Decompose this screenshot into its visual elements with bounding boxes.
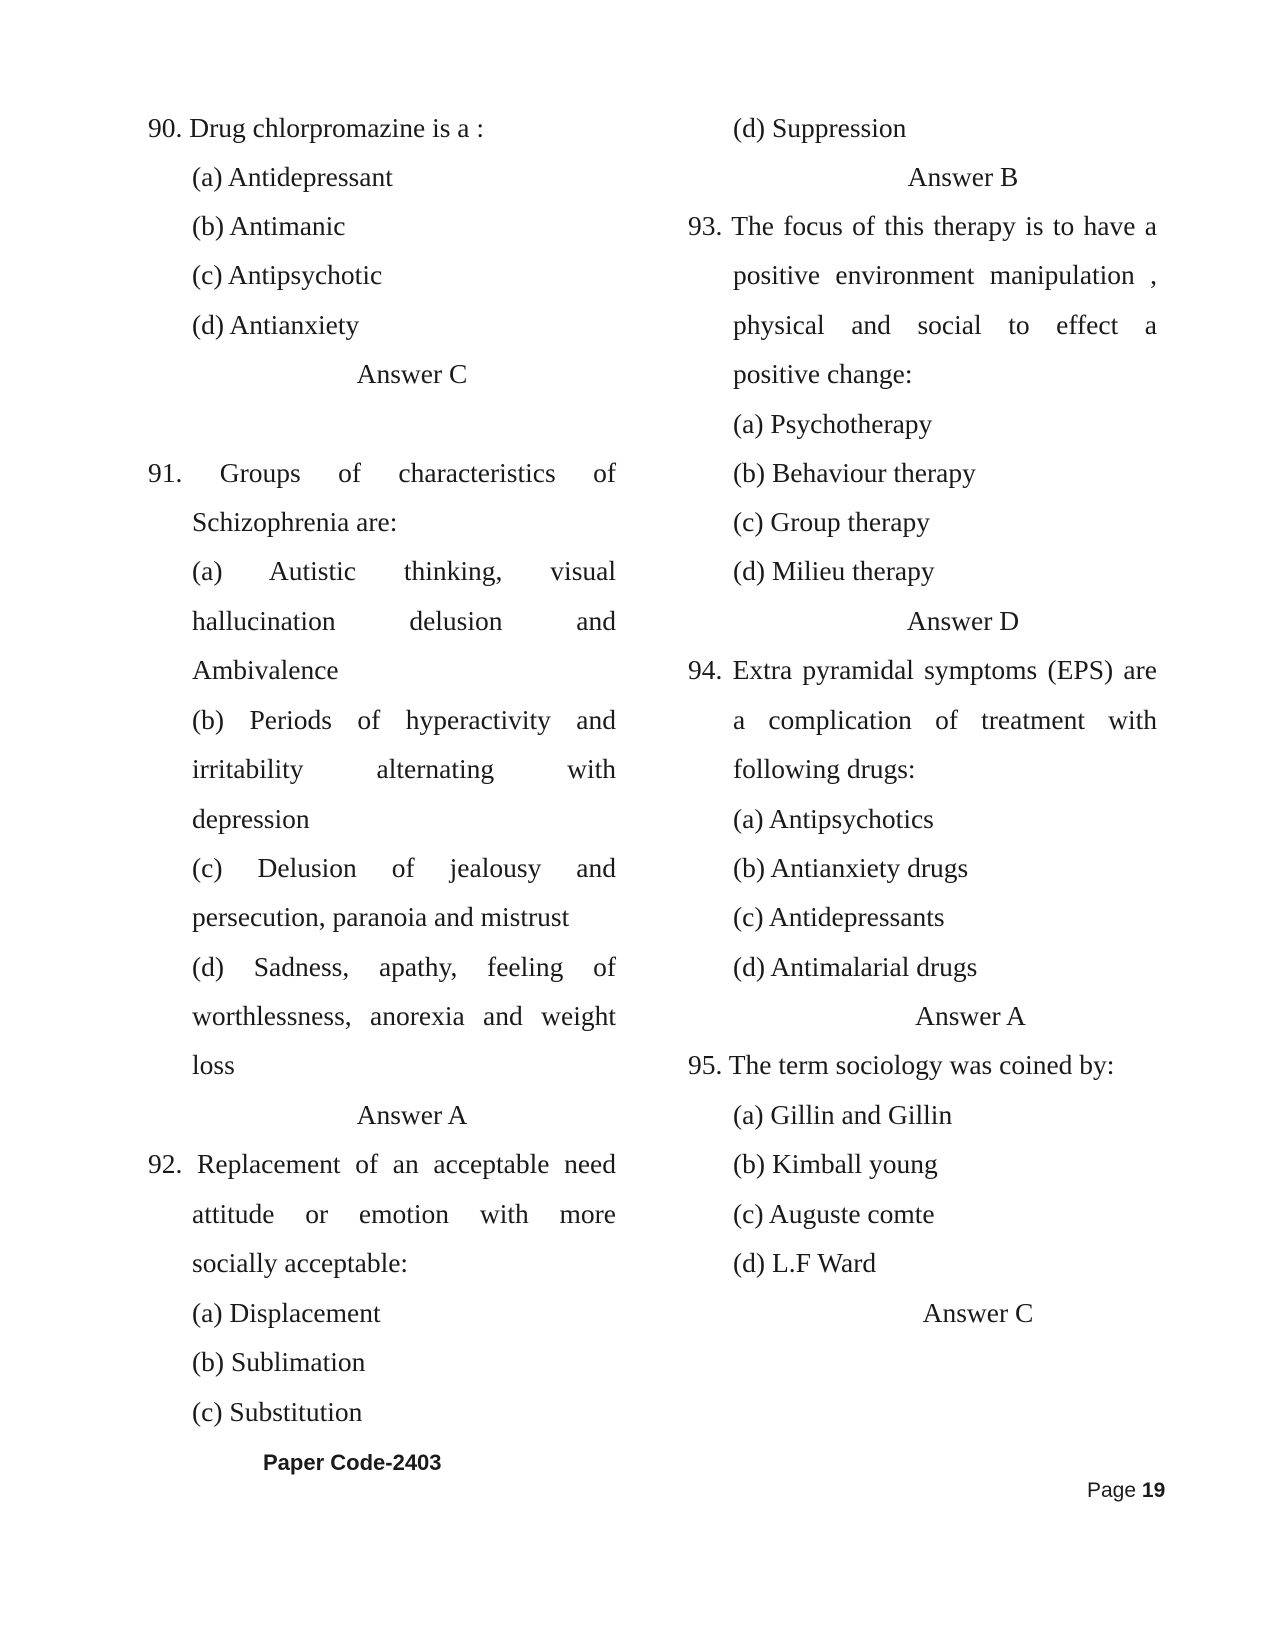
question-94-option-c: (c) Antidepressants xyxy=(733,901,945,932)
question-93-option-d: (d) Milieu therapy xyxy=(733,555,935,586)
question-95-answer: Answer C xyxy=(922,1297,1034,1328)
question-91-option-d-line-1: (d) Sadness, apathy, feeling of xyxy=(192,951,616,982)
question-90-option-d: (d) Antianxiety xyxy=(192,309,360,340)
question-92-stem-line-2: attitude or emotion with more xyxy=(192,1198,616,1229)
page-number-footer xyxy=(1087,1477,1165,1505)
question-90-stem: 90. Drug chlorpromazine is a : xyxy=(148,112,485,143)
question-91-option-c-line-2: persecution, paranoia and mistrust xyxy=(192,901,570,932)
question-91-option-a-line-3: Ambivalence xyxy=(192,654,339,685)
question-92-stem-line-1: 92. Replacement of an acceptable need xyxy=(148,1148,616,1179)
question-94-answer: Answer A xyxy=(915,1000,1026,1031)
question-92-option-c: (c) Substitution xyxy=(192,1396,363,1427)
paper-code: Paper Code-2403 xyxy=(263,1450,442,1475)
question-90-answer: Answer C xyxy=(356,358,468,389)
page-number: 19 xyxy=(1141,1479,1166,1502)
question-93-option-c: (c) Group therapy xyxy=(733,506,930,537)
question-93-answer: Answer D xyxy=(906,605,1020,636)
question-91-option-a-line-2: hallucination delusion and xyxy=(192,605,616,636)
question-92-stem-line-3: socially acceptable: xyxy=(192,1247,409,1278)
question-92-answer: Answer B xyxy=(907,161,1019,192)
question-94-option-a: (a) Antipsychotics xyxy=(733,803,934,834)
question-94-stem-line-3: following drugs: xyxy=(733,753,916,784)
question-93-stem-line-4: positive change: xyxy=(733,358,913,389)
question-91-option-d-line-3: loss xyxy=(192,1049,235,1080)
question-91-stem-line-2: Schizophrenia are: xyxy=(192,506,398,537)
question-94-option-d: (d) Antimalarial drugs xyxy=(733,951,978,982)
question-95-option-b: (b) Kimball young xyxy=(733,1148,938,1179)
question-91-option-b-line-2: irritability alternating with xyxy=(192,753,616,784)
question-92-option-b: (b) Sublimation xyxy=(192,1346,366,1377)
question-91-option-b-line-1: (b) Periods of hyperactivity and xyxy=(192,704,616,735)
question-94-stem-line-1: 94. Extra pyramidal symptoms (EPS) are xyxy=(688,654,1157,685)
question-93-option-a: (a) Psychotherapy xyxy=(733,408,933,439)
question-91-stem-line-1: 91. Groups of characteristics of xyxy=(148,457,616,488)
question-91-option-a-line-1: (a) Autistic thinking, visual xyxy=(192,555,616,586)
question-92-option-d: (d) Suppression xyxy=(733,112,907,143)
question-94-stem-line-2: a complication of treatment with xyxy=(733,704,1157,735)
question-95-option-a: (a) Gillin and Gillin xyxy=(733,1099,953,1130)
question-90-option-a: (a) Antidepressant xyxy=(192,161,393,192)
question-95-option-d: (d) L.F Ward xyxy=(733,1247,877,1278)
question-94-option-b: (b) Antianxiety drugs xyxy=(733,852,969,883)
question-91-option-c-line-1: (c) Delusion of jealousy and xyxy=(192,852,616,883)
question-91-option-b-line-3: depression xyxy=(192,803,310,834)
question-95-stem: 95. The term sociology was coined by: xyxy=(688,1049,1115,1080)
question-90-option-b: (b) Antimanic xyxy=(192,210,346,241)
question-93-stem-line-1: 93. The focus of this therapy is to have a xyxy=(688,210,1157,241)
page-label: Page xyxy=(1087,1479,1137,1502)
question-93-stem-line-3: physical and social to effect a xyxy=(733,309,1157,340)
question-93-option-b: (b) Behaviour therapy xyxy=(733,457,976,488)
question-93-stem-line-2: positive environment manipulation , xyxy=(733,259,1157,290)
question-91-option-d-line-2: worthlessness, anorexia and weight xyxy=(192,1000,616,1031)
question-95-option-c: (c) Auguste comte xyxy=(733,1198,935,1229)
question-92-option-a: (a) Displacement xyxy=(192,1297,381,1328)
question-90-option-c: (c) Antipsychotic xyxy=(192,259,383,290)
question-91-answer: Answer A xyxy=(356,1099,468,1130)
